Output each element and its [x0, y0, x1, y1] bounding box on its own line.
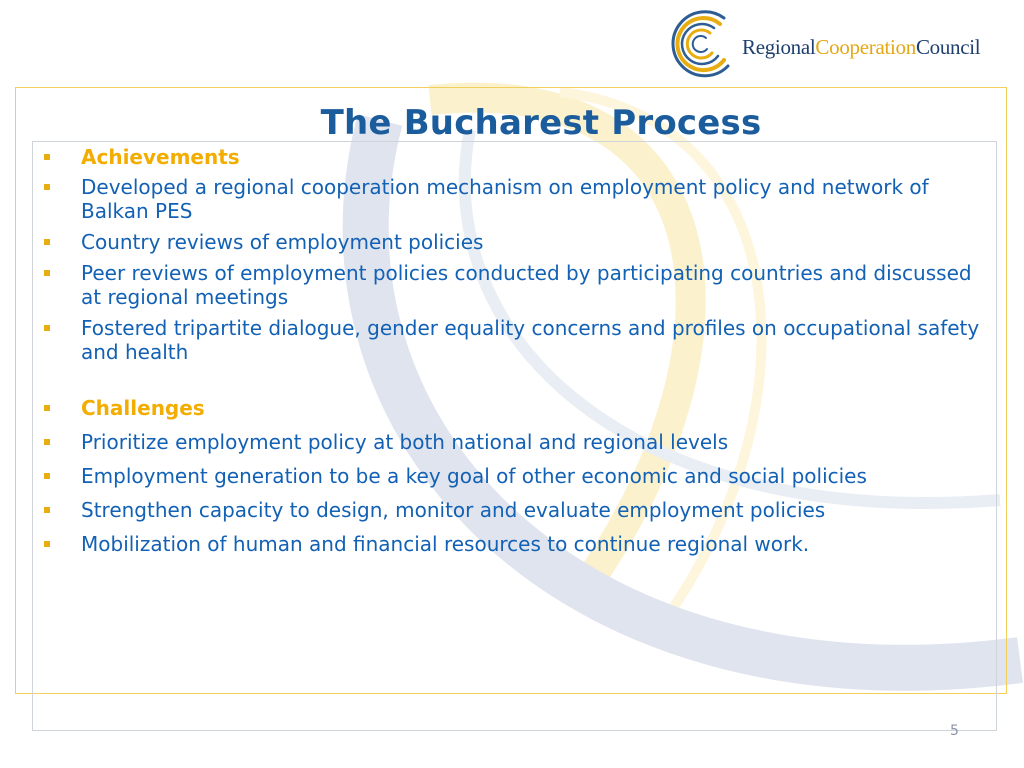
bullet-square-icon: [44, 541, 50, 547]
section-heading-challenges: Challenges: [44, 396, 994, 420]
bullet-square-icon: [44, 405, 50, 411]
bullet-square-icon: [44, 507, 50, 513]
list-item: Developed a regional cooperation mechanism on employment policy and network of Balkan PES: [44, 175, 994, 223]
list-item: Strengthen capacity to design, monitor and evaluate employment policies: [44, 498, 994, 522]
list-item: Employment generation to be a key goal of other economic and social policies: [44, 464, 994, 488]
logo-word-regional: Regional: [742, 35, 816, 59]
rcc-logo: [664, 8, 1009, 80]
list-item: Fostered tripartite dialogue, gender equality concerns and profiles on occupational safety and health: [44, 316, 994, 364]
rcc-logo-mark-icon: [664, 8, 738, 80]
logo-word-council: Council: [915, 35, 981, 59]
bullet-square-icon: [44, 270, 50, 276]
logo-word-cooperation: Cooperation: [815, 35, 916, 59]
bullet-square-icon: [44, 184, 50, 190]
bullet-list: [44, 145, 994, 556]
rcc-logo-wordmark: [742, 35, 980, 60]
list-item: Peer reviews of employment policies conducted by participating countries and discussed at regional meetings: [44, 261, 994, 309]
list-item: Prioritize employment policy at both national and regional levels: [44, 430, 994, 454]
list-item: Country reviews of employment policies: [44, 230, 994, 254]
bullet-square-icon: [44, 473, 50, 479]
page-number: 5: [950, 723, 959, 739]
section-heading-achievements: Achievements: [44, 145, 994, 169]
slide-title: The Bucharest Process: [320, 103, 762, 143]
bullet-square-icon: [44, 239, 50, 245]
bullet-square-icon: [44, 439, 50, 445]
list-item: Mobilization of human and financial resources to continue regional work.: [44, 532, 994, 556]
bullet-square-icon: [44, 325, 50, 331]
bullet-square-icon: [44, 154, 50, 160]
